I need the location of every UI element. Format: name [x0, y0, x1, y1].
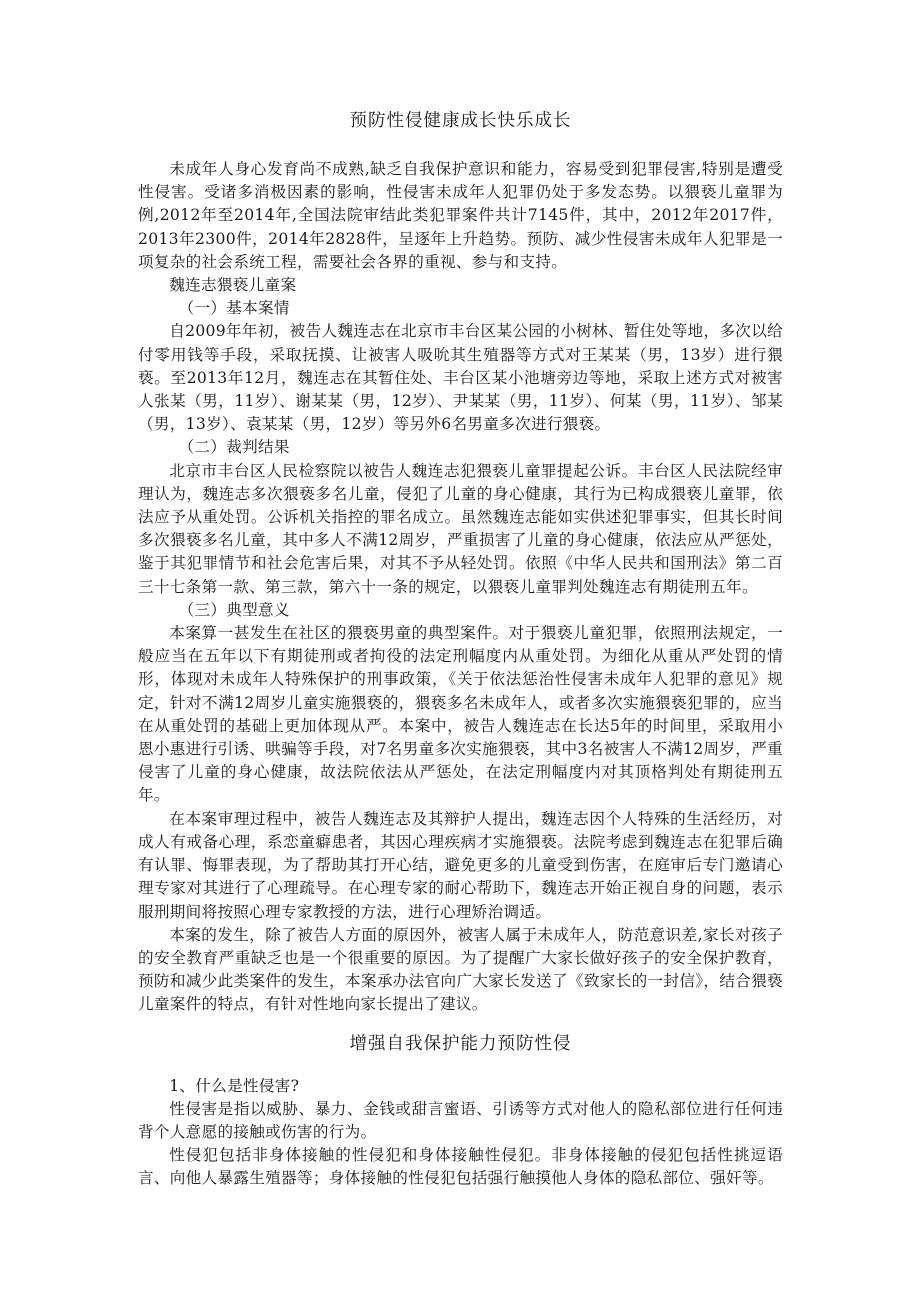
- document-title: 预防性侵健康成长快乐成长: [349, 111, 572, 131]
- case-title: 魏连志猥亵儿童案: [169, 276, 297, 295]
- intro-paragraph: 未成年人身心发育尚不成熟,缺乏自我保护意识和能力，容易受到犯罪侵害,特别是遭受性侵害。受诸多消极因素的影响，性侵害未成年人犯罪仍处于多发态势。以猥亵儿童罪为例,2012年至2014年,全国法院审结此类犯罪案件共计7145件，其中，2012年2017件，2013年2300件，2014年2828件，呈逐年上升趋势。预防、减少性侵害未成年人犯罪是一项复杂的社会系统工程，需要社会各界的重视、参与和支持。: [138, 160, 783, 271]
- second-title: 增强自我保护能力预防性侵: [349, 1033, 572, 1054]
- section-1-heading: （一）基本案情: [178, 299, 290, 318]
- section-3-paragraph-3: 本案的发生，除了被告人方面的原因外，被害人属于未成年人，防范意识差,家长对孩子的安全教育严重缺乏也是一个很重要的原因。为了提醒广大家长做好孩子的安全保护教育，预防和减少此类案件的发生，本案承办法官向广大家长发送了《致家长的一封信》，结合猥亵儿童案件的特点，有针对性地向家长提出了建议。: [138, 925, 783, 1014]
- section-2-body: 北京市丰台区人民检察院以被告人魏连志犯猥亵儿童罪提起公诉。丰台区人民法院经审理认为，魏连志多次猥亵多名儿童，侵犯了儿童的身心健康，其行为已构成猥亵儿童罪，依法应予从重处罚。公诉机关指控的罪名成立。虽然魏连志能如实供述犯罪事实，但其长时间多次猥亵多名儿童，其中多人不满12周岁，严重损害了儿童的身心健康，依法应从严惩处，鉴于其犯罪情节和社会危害后果，对其不予从轻处罚。依照《中华人民共和国刑法》第二百三十七条第一款、第三款，第六十一条的规定，以猥亵儿童罪判处魏连志有期徒刑五年。: [138, 461, 783, 596]
- section-1-body: 自2009年年初，被告人魏连志在北京市丰台区某公园的小树林、暂住处等地，多次以给付零用钱等手段，采取抚摸、让被害人吸吮其生殖器等方式对王某某（男，13岁）进行猥亵。至2013年12月，魏连志在其暂住处、丰台区某小池塘旁边等地，采取上述方式对被害人张某（男，11岁）、谢某某（男，12岁）、尹某某（男，11岁）、何某（男，11岁）、邹某（男，13岁）、袁某某（男，12岁）等另外6名男童多次进行猥亵。: [138, 322, 783, 434]
- section-2-heading: （二）裁判结果: [178, 438, 290, 457]
- section-3-heading: （三）典型意义: [178, 600, 290, 619]
- document-page: [138, 108, 783, 1191]
- question-1-paragraph-1: 性侵害是指以威胁、暴力、金钱或甜言蜜语、引诱等方式对他人的隐私部位进行任何违背个人意愿的接触或伤害的行为。: [138, 1099, 783, 1141]
- question-1-paragraph-2: 性侵犯包括非身体接触的性侵犯和身体接触性侵犯。非身体接触的侵犯包括性挑逗语言、向他人暴露生殖器等；身体接触的性侵犯包括强行触摸他人身体的隐私部位、强奸等。: [138, 1146, 783, 1188]
- section-3-paragraph-2: 在本案审理过程中，被告人魏连志及其辩护人提出，魏连志因个人特殊的生活经历，对成人有戒备心理，系恋童癖患者，其因心理疾病才实施猥亵。法院考虑到魏连志在犯罪后确有认罪、悔罪表现，为了帮助其打开心结，避免更多的儿童受到伤害，在庭审后专门邀请心理专家对其进行了心理疏导。在心理专家的耐心帮助下，魏连志开始正视自身的问题，表示服刑期间将按照心理专家教授的方法，进行心理矫治调适。: [138, 809, 783, 921]
- question-1-heading: 1、什么是性侵害?: [169, 1076, 300, 1095]
- section-3-paragraph-1: 本案算一甚发生在社区的猥亵男童的典型案件。对于猥亵儿童犯罪，依照刑法规定，一般应当在五年以下有期徒刑或者拘役的法定刑幅度内从重处罚。为细化从重从严处罚的情形，体现对未成年人特殊保护的刑事政策，《关于依法惩治性侵害未成年人犯罪的意见》规定，针对不满12周岁儿童实施猥亵的，猥亵多名未成年人，或者多次实施猥亵犯罪的，应当在从重处罚的基础上更加体现从严。本案中，被告人魏连志在长达5年的时间里，采取用小恩小惠进行引诱、哄骗等手段，对7名男童多次实施猥亵，其中3名被害人不满12周岁，严重侵害了儿童的身心健康，故法院依法从严惩处，在法定刑幅度内对其顶格判处有期徒刑五年。: [138, 624, 783, 805]
